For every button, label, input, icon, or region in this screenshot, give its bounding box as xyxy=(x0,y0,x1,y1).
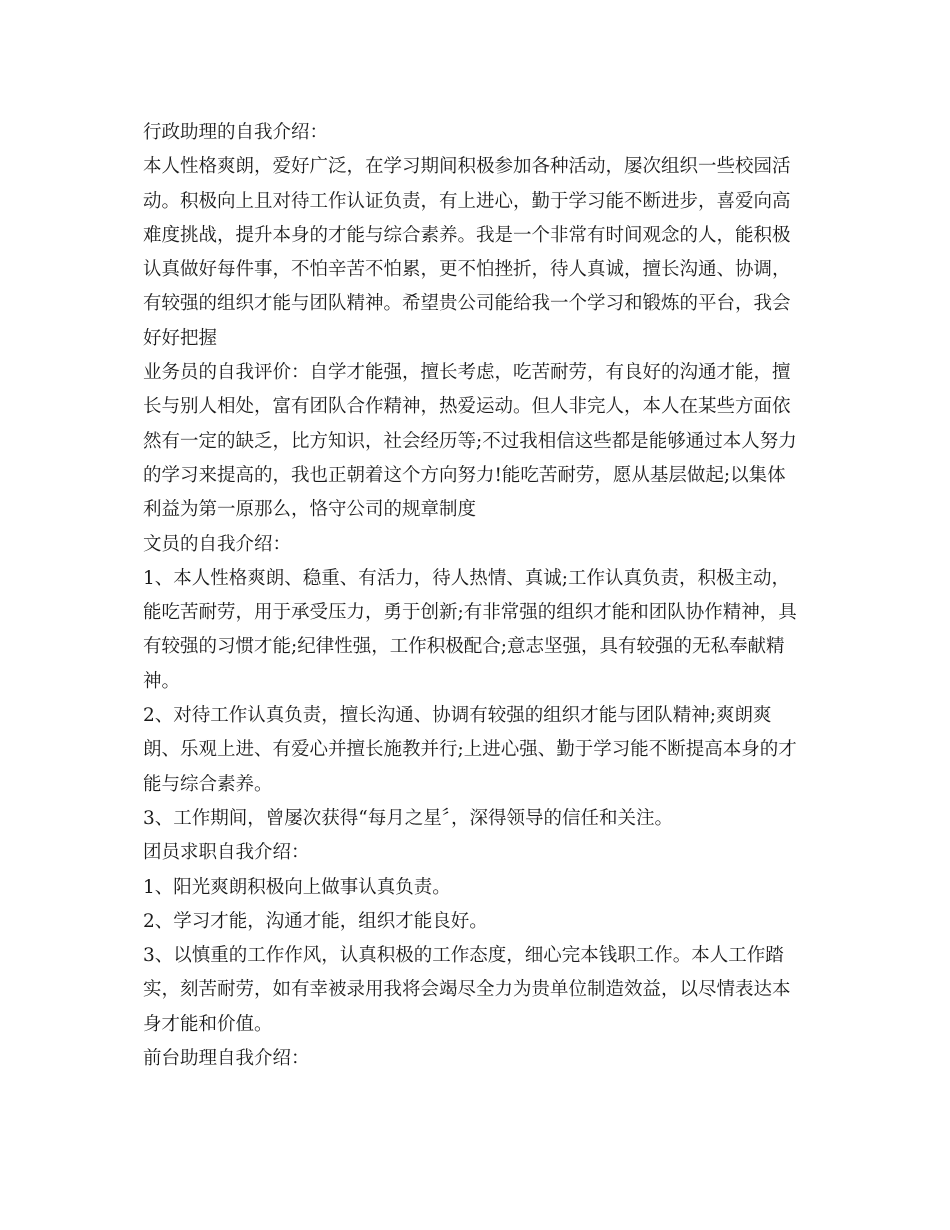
paragraph-line: 难度挑战，提升本身的才能与综合素养。我是一个非常有时间观念的人，能积极 xyxy=(143,224,791,246)
list-item-line: 3、以慎重的工作作风，认真积极的工作态度，细心完本钱职工作。本人工作踏 xyxy=(143,945,784,967)
list-item-line: 有较强的习惯才能;纪律性强，工作积极配合;意志坚强，具有较强的无私奉献精 xyxy=(143,636,785,658)
list-item-line: 身才能和价值。 xyxy=(143,1013,273,1035)
list-item-line: 实，刻苦耐劳，如有幸被录用我将会竭尽全力为贵单位制造效益，以尽情表达本 xyxy=(143,979,791,1001)
list-item-line: 2、学习才能，沟通才能，组织才能良好。 xyxy=(143,910,488,932)
list-item-line: 朗、乐观上进、有爱心并擅长施教并行;上进心强、勤于学习能不断提高本身的才 xyxy=(143,739,797,761)
heading-front-desk: 前台助理自我介绍： xyxy=(143,1048,310,1070)
list-item-line: 2、对待工作认真负责，擅长沟通、协调有较强的组织才能与团队精神;爽朗爽 xyxy=(143,705,772,727)
heading-clerk: 文员的自我介绍： xyxy=(143,533,292,555)
paragraph-line: 本人性格爽朗，爱好广泛，在学习期间积极参加各种活动，屡次组织一些校园活 xyxy=(143,156,791,178)
list-item-line: 3、工作期间，曾屡次获得“每月之星〞，深得领导的信任和关注。 xyxy=(143,807,673,829)
heading-salesperson-evaluation: 业务员的自我评价：自学才能强，擅长考虑，吃苦耐劳，有良好的沟通才能，擅 xyxy=(143,362,791,384)
list-item-line: 能吃苦耐劳，用于承受压力，勇于创新;有非常强的组织才能和团队协作精神，具 xyxy=(143,602,797,624)
paragraph-line: 有较强的组织才能与团队精神。希望贵公司能给我一个学习和锻炼的平台，我会 xyxy=(143,293,791,315)
document-body xyxy=(143,116,813,1076)
paragraph-line: 然有一定的缺乏，比方知识，社会经历等;不过我相信这些都是能够通过本人努力 xyxy=(143,430,797,452)
paragraph-line: 长与别人相处，富有团队合作精神，热爱运动。但人非完人，本人在某些方面依 xyxy=(143,396,791,418)
list-item-line: 神。 xyxy=(143,670,181,692)
list-item-line: 1、阳光爽朗积极向上做事认真负责。 xyxy=(143,876,451,898)
paragraph-line: 动。积极向上且对待工作认证负责，有上进心，勤于学习能不断进步，喜爱向高 xyxy=(143,190,791,212)
list-item-line: 1、本人性格爽朗、稳重、有活力，待人热情、真诚;工作认真负责，积极主动， xyxy=(143,567,791,589)
list-item-line: 能与综合素养。 xyxy=(143,773,273,795)
paragraph-line: 好好把握 xyxy=(143,327,218,349)
paragraph-line: 的学习来提高的，我也正朝着这个方向努力!能吃苦耐劳，愿从基层做起;以集体 xyxy=(143,464,786,486)
heading-admin-assistant: 行政助理的自我介绍： xyxy=(143,122,329,143)
paragraph-line: 认真做好每件事，不怕辛苦不怕累，更不怕挫折，待人真诚，擅长沟通、协调， xyxy=(143,259,791,281)
heading-league-member: 团员求职自我介绍： xyxy=(143,842,310,864)
paragraph-line: 利益为第一原那么，恪守公司的规章制度 xyxy=(143,499,477,521)
